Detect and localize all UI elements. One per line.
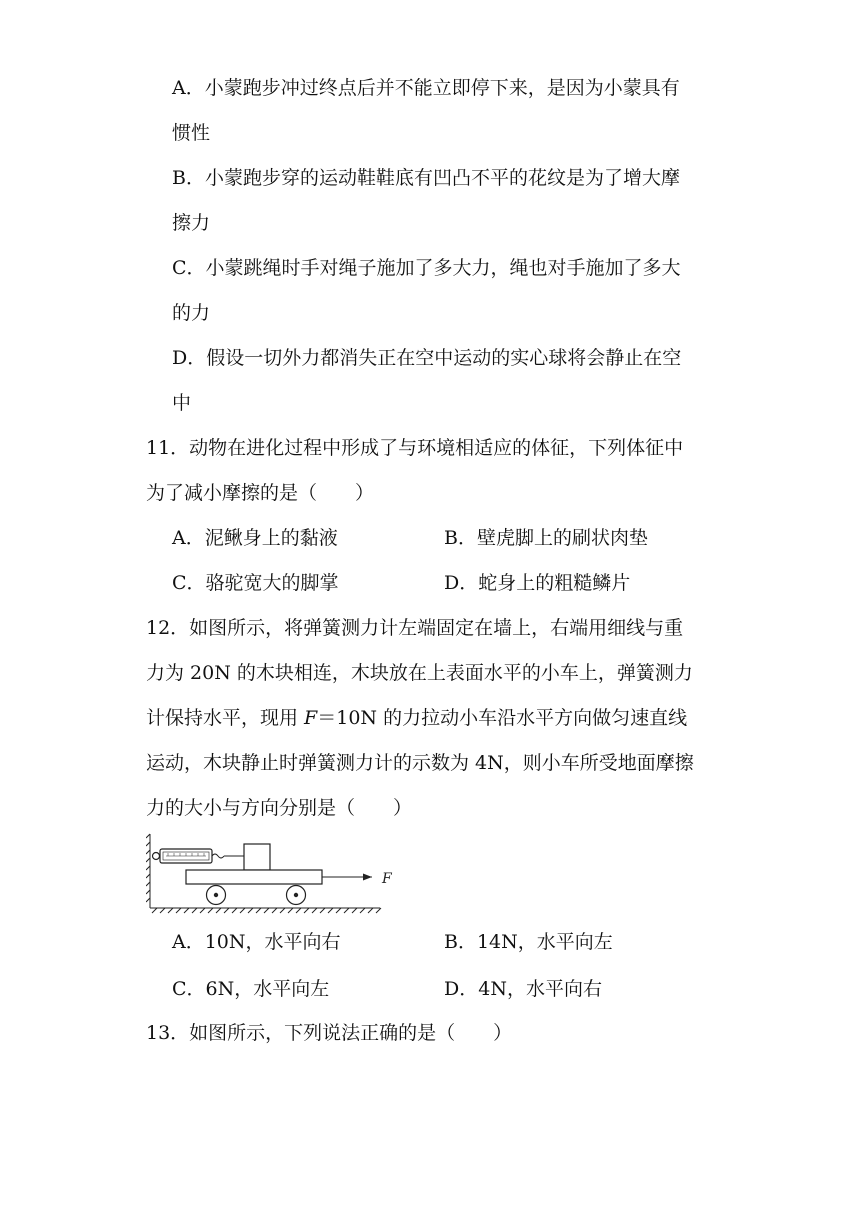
q12-stem-line3-a: 计保持水平，现用 [146,707,305,729]
q12-option-a: A．10N，水平向右 [172,931,341,953]
q12-force-symbol: F [304,707,318,729]
ground [150,908,381,913]
spring-scale [160,849,224,863]
q11-option-b: B．壁虎脚上的刷状肉垫 [444,527,648,549]
cart-wheel-right [287,886,306,905]
q12-stem-line4: 运动，木块静止时弹簧测力计的示数为 4N，则小车所受地面摩擦 [146,752,694,774]
q12-stem-line3 [146,706,687,730]
q12-stem-line5: 力的大小与方向分别是（ ） [146,797,413,819]
cart [186,870,322,884]
q11-option-d: D．蛇身上的粗糙鳞片 [444,572,631,594]
q10-option-a-line2: 惯性 [172,122,211,144]
q11-option-c: C．骆驼宽大的脚掌 [172,572,339,594]
wall [146,834,150,908]
q12-stem-line3-b: ＝10N 的力拉动小车沿水平方向做匀速直线 [317,707,688,729]
cart-wheel-left [207,886,226,905]
q12-stem-line2: 力为 20N 的木块相连，木块放在上表面水平的小车上，弹簧测力 [146,662,693,684]
force-label: F [382,871,392,887]
q12-stem-line1: 12．如图所示，将弹簧测力计左端固定在墙上，右端用细线与重 [146,617,684,639]
q10-option-d-line1: D．假设一切外力都消失正在空中运动的实心球将会静止在空 [172,347,682,369]
q12-option-d: D．4N，水平向右 [444,978,602,1000]
force-arrow [322,874,372,881]
q10-option-b-line1: B．小蒙跑步穿的运动鞋鞋底有凹凸不平的花纹是为了增大摩 [172,167,680,189]
q10-option-a-line1: A．小蒙跑步冲过终点后并不能立即停下来，是因为小蒙具有 [172,77,680,99]
q11-option-a: A．泥鳅身上的黏液 [172,527,338,549]
q11-stem-line1: 11．动物在进化过程中形成了与环境相适应的体征，下列体征中 [146,437,684,459]
wall-hook [153,853,160,860]
q13-stem: 13．如图所示，下列说法正确的是（ ） [146,1022,513,1044]
q10-option-d-line2: 中 [172,392,192,414]
q12-figure [146,832,396,914]
q12-option-b: B．14N，水平向左 [444,931,613,953]
q10-option-c-line1: C．小蒙跳绳时手对绳子施加了多大力，绳也对手施加了多大 [172,257,681,279]
q10-option-c-line2: 的力 [172,302,211,324]
q10-option-b-line2: 擦力 [172,212,211,234]
q11-stem-line2: 为了减小摩擦的是（ ） [146,482,375,504]
q12-option-c: C．6N，水平向左 [172,978,330,1000]
wooden-block [244,844,270,870]
